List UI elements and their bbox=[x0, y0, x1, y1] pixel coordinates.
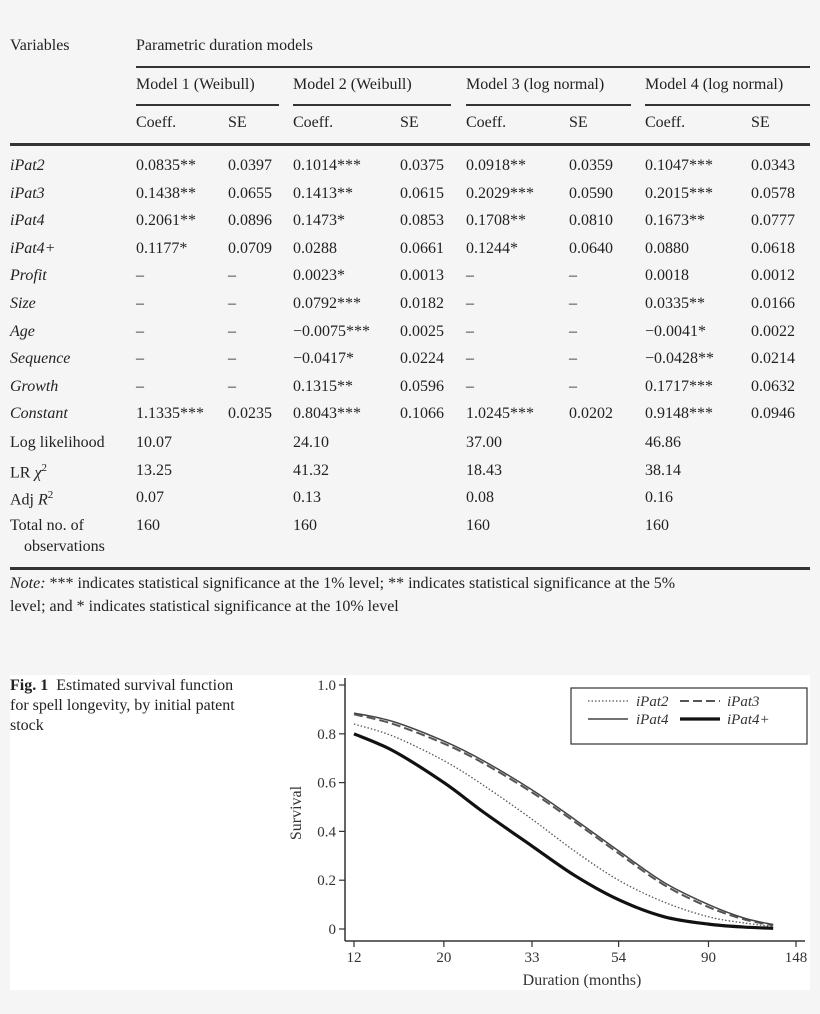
legend-label: iPat3 bbox=[727, 694, 760, 710]
se-header-4: SE bbox=[751, 114, 770, 131]
stat-label: Log likelihood bbox=[10, 434, 105, 451]
legend-label: iPat4 bbox=[636, 712, 669, 728]
coeff-cell: 0.0918** bbox=[466, 157, 526, 174]
coeff-header-1: Coeff. bbox=[136, 114, 177, 131]
row-label: iPat4+ bbox=[10, 239, 56, 257]
stat-value: 10.07 bbox=[136, 434, 172, 451]
stat-value: 37.00 bbox=[466, 434, 502, 451]
coeff-cell: 0.2015*** bbox=[645, 184, 713, 202]
y-tick-label: 0.4 bbox=[317, 824, 336, 841]
coeff-cell: 0.1708** bbox=[466, 212, 526, 230]
se-cell: 0.0618 bbox=[751, 239, 795, 257]
stat-label: Total no. of bbox=[10, 516, 84, 534]
se-cell: – bbox=[228, 377, 236, 395]
note-prefix: Note: bbox=[10, 575, 46, 592]
stat-label: Adj $R^2$ bbox=[10, 489, 54, 509]
note-text-1: *** indicates statistical significance at the 1% level; ** indicates statistical significance at the 5% bbox=[45, 575, 676, 592]
se-cell: – bbox=[228, 322, 236, 340]
se-cell: – bbox=[569, 377, 577, 395]
coeff-cell: 0.0335** bbox=[645, 295, 705, 312]
se-cell: 0.0777 bbox=[751, 212, 795, 230]
coeff-cell: 0.1315** bbox=[293, 377, 353, 395]
se-cell: 0.0214 bbox=[751, 350, 795, 368]
model-4-header: Model 4 (log normal) bbox=[645, 76, 784, 93]
row-label: iPat3 bbox=[10, 184, 45, 202]
stat-value: 38.14 bbox=[645, 461, 681, 479]
coeff-cell: – bbox=[136, 350, 144, 368]
se-cell: 0.0853 bbox=[400, 212, 444, 230]
coeff-header-3: Coeff. bbox=[466, 114, 507, 131]
coeff-cell: 0.1438** bbox=[136, 184, 196, 202]
coeff-cell: 0.0792*** bbox=[293, 295, 361, 312]
stat-value: 24.10 bbox=[293, 434, 329, 451]
se-cell: 0.0661 bbox=[400, 239, 444, 257]
coeff-cell: – bbox=[136, 322, 144, 340]
y-tick-label: 0.8 bbox=[317, 726, 336, 743]
se-cell: 0.0022 bbox=[751, 322, 795, 340]
se-cell: 0.0946 bbox=[751, 405, 795, 423]
se-cell: 0.0640 bbox=[569, 239, 613, 257]
se-cell: 0.0182 bbox=[400, 295, 444, 312]
se-cell: 0.0615 bbox=[400, 184, 444, 202]
coeff-cell: – bbox=[136, 267, 144, 285]
coeff-cell: 0.0880 bbox=[645, 239, 689, 257]
coeff-cell: – bbox=[466, 322, 474, 340]
se-cell: 0.0810 bbox=[569, 212, 613, 230]
x-tick-label: 148 bbox=[784, 950, 808, 966]
coeff-cell: 0.1413** bbox=[293, 184, 353, 202]
legend-label: iPat2 bbox=[636, 694, 669, 710]
coeff-cell: 0.2061** bbox=[136, 212, 196, 230]
coeff-cell: 0.0023* bbox=[293, 267, 345, 285]
coeff-cell: – bbox=[136, 295, 144, 312]
coeff-header-2: Coeff. bbox=[293, 114, 334, 131]
x-tick-label: 20 bbox=[436, 950, 452, 966]
stat-value: 0.07 bbox=[136, 489, 164, 507]
legend-label: iPat4+ bbox=[727, 712, 770, 728]
coeff-cell: – bbox=[136, 377, 144, 395]
stat-value: 18.43 bbox=[466, 461, 502, 479]
row-label: Constant bbox=[10, 405, 68, 423]
curve-ipat2 bbox=[354, 724, 773, 927]
table-note-line-2: level; and * indicates statistical significance at the 10% level bbox=[10, 598, 399, 615]
stat-label: LR $\chi^2$ bbox=[10, 461, 47, 481]
stat-value: 160 bbox=[645, 516, 669, 534]
row-label: Sequence bbox=[10, 350, 71, 368]
x-tick-label: 54 bbox=[611, 950, 627, 966]
x-tick-label: 90 bbox=[700, 950, 716, 966]
se-cell: 0.0590 bbox=[569, 184, 613, 202]
coeff-cell: 0.1473* bbox=[293, 212, 345, 230]
se-cell: – bbox=[228, 295, 236, 312]
coeff-cell: – bbox=[466, 295, 474, 312]
coeff-cell: 0.8043*** bbox=[293, 405, 361, 423]
coeff-cell: 0.1717*** bbox=[645, 377, 713, 395]
coeff-cell: 0.2029*** bbox=[466, 184, 534, 202]
row-label: iPat4 bbox=[10, 212, 45, 230]
variables-header: Variables bbox=[10, 37, 70, 54]
row-label: Growth bbox=[10, 377, 59, 395]
se-cell: – bbox=[228, 350, 236, 368]
y-tick-label: 0 bbox=[328, 922, 336, 938]
se-cell: – bbox=[228, 267, 236, 285]
stat-value: 160 bbox=[293, 516, 317, 534]
curve-ipat4-plus bbox=[354, 734, 773, 928]
se-cell: 0.0896 bbox=[228, 212, 272, 230]
se-cell: – bbox=[569, 350, 577, 368]
chart-legend bbox=[571, 688, 807, 744]
curve-ipat4 bbox=[354, 713, 773, 925]
se-cell: 0.0709 bbox=[228, 239, 272, 257]
se-header-3: SE bbox=[569, 114, 588, 131]
x-tick-label: 33 bbox=[524, 950, 540, 966]
coeff-cell: 0.1673** bbox=[645, 212, 705, 230]
x-tick-label: 12 bbox=[346, 950, 362, 966]
row-label: Size bbox=[10, 295, 36, 312]
stat-value: 0.16 bbox=[645, 489, 673, 507]
stat-value: 13.25 bbox=[136, 461, 172, 479]
figure-caption-text: Estimated survival function for spell longevity, by initial patent stock bbox=[10, 677, 235, 734]
se-cell: 0.0596 bbox=[400, 377, 444, 395]
y-tick-label: 0.2 bbox=[317, 873, 336, 890]
stat-value: 0.08 bbox=[466, 489, 494, 507]
coeff-cell: – bbox=[466, 350, 474, 368]
row-label: iPat2 bbox=[10, 157, 45, 174]
stat-value: 46.86 bbox=[645, 434, 681, 451]
y-tick-label: 1.0 bbox=[317, 678, 336, 694]
se-cell: 0.1066 bbox=[400, 405, 444, 423]
coeff-cell: – bbox=[466, 267, 474, 285]
curve-ipat3 bbox=[354, 714, 773, 925]
model-1-header: Model 1 (Weibull) bbox=[136, 76, 255, 93]
coeff-cell: 1.0245*** bbox=[466, 405, 534, 423]
se-cell: 0.0025 bbox=[400, 322, 444, 340]
y-tick-label: 0.6 bbox=[317, 775, 336, 792]
se-cell: – bbox=[569, 267, 577, 285]
se-cell: 0.0343 bbox=[751, 157, 795, 174]
coeff-header-4: Coeff. bbox=[645, 114, 686, 131]
se-cell: 0.0166 bbox=[751, 295, 795, 312]
se-cell: – bbox=[569, 295, 577, 312]
coeff-cell: −0.0417* bbox=[293, 350, 355, 368]
coeff-cell: 0.1177* bbox=[136, 239, 188, 257]
coeff-cell: 0.1014*** bbox=[293, 157, 361, 174]
y-axis-label: Survival bbox=[288, 785, 305, 841]
coeff-cell: −0.0041* bbox=[645, 322, 707, 340]
group-header: Parametric duration models bbox=[136, 37, 313, 54]
chart-curves bbox=[354, 713, 773, 928]
coeff-cell: 0.1244* bbox=[466, 239, 518, 257]
se-cell: 0.0013 bbox=[400, 267, 444, 285]
se-cell: 0.0235 bbox=[228, 405, 272, 423]
se-cell: 0.0202 bbox=[569, 405, 613, 423]
coeff-cell: −0.0075*** bbox=[293, 322, 371, 340]
legend-box bbox=[571, 688, 807, 744]
coeff-cell: 0.0288 bbox=[293, 239, 337, 257]
se-cell: 0.0655 bbox=[228, 184, 272, 202]
se-cell: – bbox=[569, 322, 577, 340]
coeff-cell: 0.1047*** bbox=[645, 157, 713, 174]
coeff-cell: – bbox=[466, 377, 474, 395]
coeff-cell: 1.1335*** bbox=[136, 405, 204, 423]
se-header-1: SE bbox=[228, 114, 247, 131]
stat-value: 0.13 bbox=[293, 489, 321, 507]
coeff-cell: 0.9148*** bbox=[645, 405, 713, 423]
stat-label-continuation: observations bbox=[24, 537, 105, 555]
se-cell: 0.0578 bbox=[751, 184, 795, 202]
se-cell: 0.0224 bbox=[400, 350, 444, 368]
model-3-header: Model 3 (log normal) bbox=[466, 76, 605, 93]
se-cell: 0.0397 bbox=[228, 157, 272, 174]
row-label: Age bbox=[10, 322, 35, 340]
model-2-header: Model 2 (Weibull) bbox=[293, 76, 412, 93]
se-cell: 0.0375 bbox=[400, 157, 444, 174]
x-axis-label: Duration (months) bbox=[522, 972, 642, 989]
coeff-cell: 0.0018 bbox=[645, 267, 689, 285]
figure-label: Fig. 1 bbox=[10, 677, 49, 694]
stat-value: 160 bbox=[136, 516, 160, 534]
se-cell: 0.0632 bbox=[751, 377, 795, 395]
stat-value: 41.32 bbox=[293, 461, 329, 479]
row-label: Profit bbox=[10, 267, 47, 285]
se-header-2: SE bbox=[400, 114, 419, 131]
coeff-cell: −0.0428** bbox=[645, 350, 715, 368]
stat-value: 160 bbox=[466, 516, 490, 534]
se-cell: 0.0359 bbox=[569, 157, 613, 174]
se-cell: 0.0012 bbox=[751, 267, 795, 285]
coeff-cell: 0.0835** bbox=[136, 157, 196, 174]
